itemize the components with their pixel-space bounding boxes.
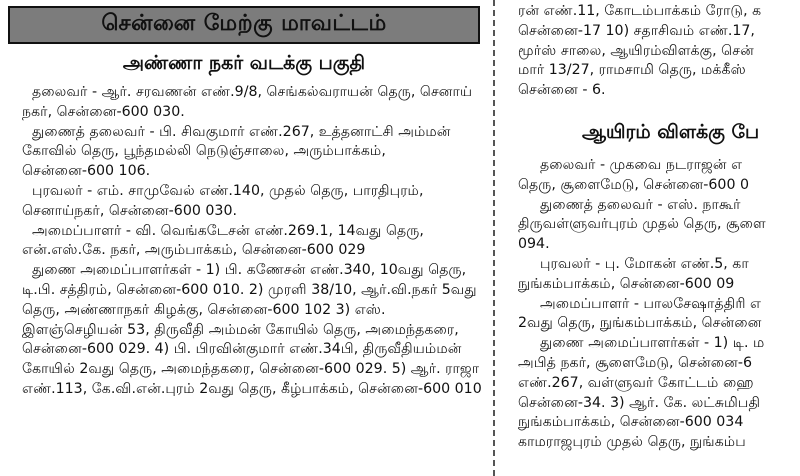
district-title: சென்னை மேற்கு மாவட்டம் <box>101 11 387 36</box>
office-bearers-list <box>0 83 488 400</box>
right-line: தலைவர் - முகவை நடராஜன் எ <box>540 156 743 173</box>
entry-deputy-organizers: துணை அமைப்பாளர்கள் - 1) பி. கணேசன் எண்.340, 10வது தெரு, டி.பி. சத்திரம், சென்னை-600 010. 2) முரளி 38/10, ஆர்.வி.நகர் 5வது தெரு, அண்ணாநகர் கிழக்கு, சென்னை-600 102 3) எஸ். இளஞ்செழியன் 53, திருவீதி அம்மன் கோயில் தெரு, அமைந்தகரை, சென்னை-600 029. 4) பி. பிரவின்குமார் எண்.34பி, திருவீதியம்மன் கோயில் 2வது தெரு, அமைந்தகரை, சென்னை-600 029. 5) ஆர். ராஜா எண்.113, கே.வி.என்.புரம் 2வது தெரு, கீழ்பாக்கம், சென்னை-600 010 <box>22 262 482 397</box>
right-line: நுங்கம்பாக்கம், சென்னை-600 09 <box>518 275 735 292</box>
district-banner <box>8 6 480 44</box>
right-line: சென்னை-34. 3) ஆர். கே. லட்சுமிபதி <box>518 394 761 411</box>
continued-line: சென்னை-17 10) சதாசிவம் எண்.17, <box>518 22 755 39</box>
right-line: தெரு, சூளைமேடு, சென்னை-600 0 <box>518 176 750 193</box>
continued-line: ரன் எண்.11, கோடம்பாக்கம் ரோடு, க <box>518 3 762 19</box>
continued-line: சென்னை - 6. <box>518 82 606 99</box>
right-line: எண்.267, வள்ளுவர் கோட்டம் ஹை <box>518 374 754 391</box>
right-line: துணைத் தலைவர் - எஸ். நாகூர் <box>540 196 741 213</box>
right-line: நுங்கம்பாக்கம், சென்னை-600 034 <box>518 414 744 431</box>
continued-line: மூர்ஸ் சாலை, ஆயிரம்விளக்கு, சென் <box>518 42 754 59</box>
area-heading-right: ஆயிரம் விளக்கு பே <box>582 120 760 143</box>
area-heading: அண்ணா நகர் வடக்கு பகுதி <box>122 52 366 74</box>
right-line: 2வது தெரு, நுங்கம்பாக்கம், சென்னை <box>518 315 762 332</box>
entry-patron: புரவலர் - எம். சாமுவேல் எண்.140, முதல் தெரு, பாரதிபுரம், செனாய்நகர், சென்னை-600 030. <box>22 182 424 219</box>
right-line: திருவள்ளுவர்புரம் முதல் தெரு, சூளை <box>518 216 766 233</box>
right-line: துணை அமைப்பாளர்கள் - 1) டி. ம <box>540 335 765 352</box>
right-line: அமைப்பாளர் - பாலசேஷாத்திரி எ <box>540 295 762 312</box>
right-office-bearers-list <box>500 156 800 453</box>
entry-vice-president: துணைத் தலைவர் - பி. சிவகுமார் எண்.267, உத்தனாட்சி அம்மன் கோவில் தெரு, பூந்தமல்லி நெடுஞ்சாலை, அரும்பாக்கம், சென்னை-600 106. <box>22 123 451 180</box>
entry-organizer: அமைப்பாளர் - வி. வெங்கடேசன் எண்.269.1, 14வது தெரு, என்.எஸ்.கே. நகர், அரும்பாக்கம், சென்னை-600 029 <box>22 222 424 259</box>
column-divider <box>493 0 495 476</box>
right-column <box>500 0 800 476</box>
right-line: புரவலர் - பு. மோகன் எண்.5, கா <box>540 255 749 272</box>
continued-line: மார் 13/27, ராமசாமி தெரு, மக்கீஸ் <box>518 62 746 79</box>
right-line: 094. <box>518 236 550 253</box>
continued-text <box>500 0 800 101</box>
right-line: அபித் நகர், சூளைமேடு, சென்னை-6 <box>518 354 753 371</box>
right-line: காமராஜபுரம் முதல் தெரு, நுங்கம்ப <box>518 434 746 451</box>
entry-president: தலைவர் - ஆர். சரவணன் எண்.9/8, செங்கல்வராயன் தெரு, செனாய் நகர், சென்னை-600 030. <box>22 84 473 120</box>
